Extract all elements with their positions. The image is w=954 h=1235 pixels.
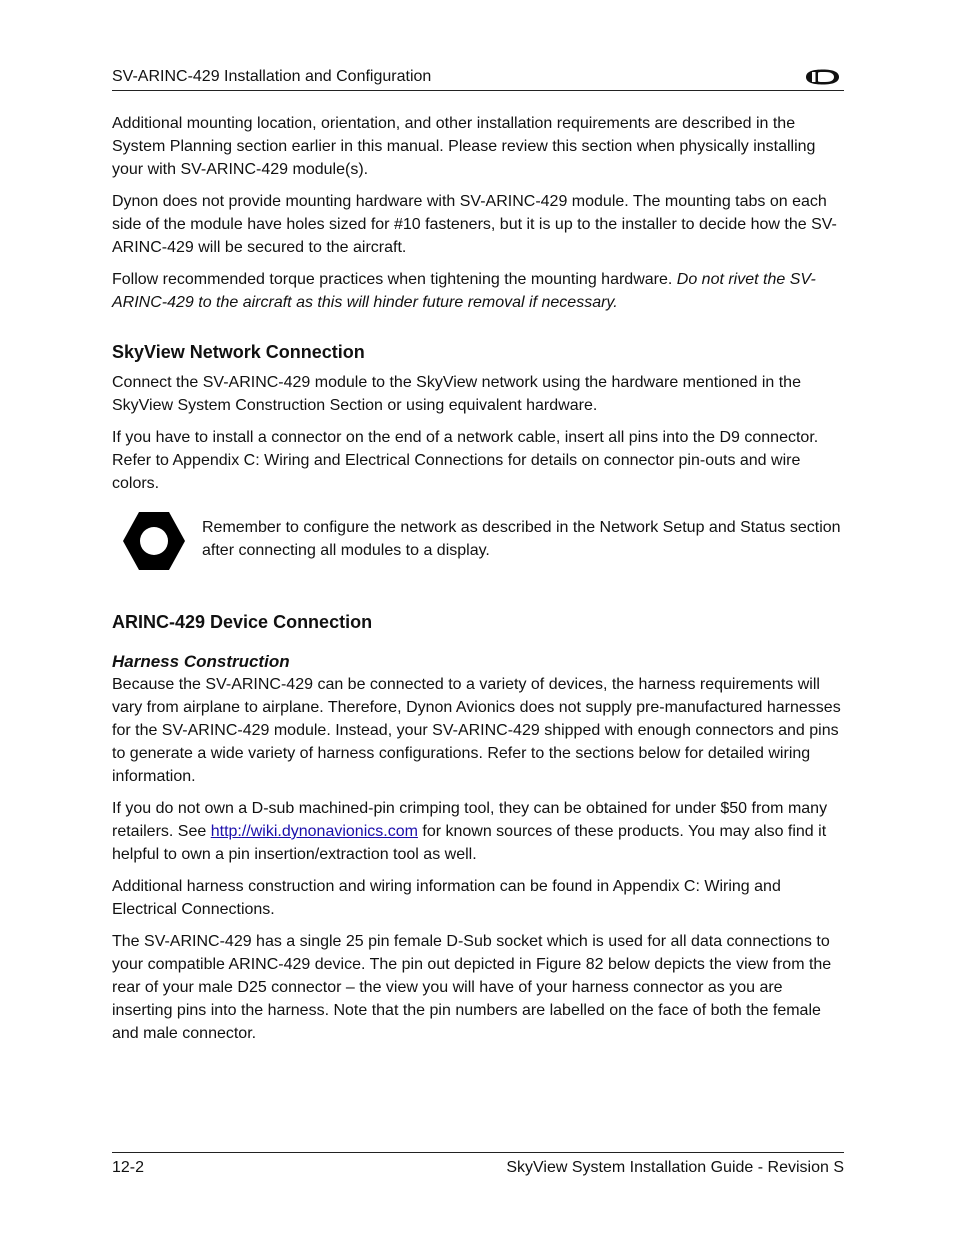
page-header xyxy=(112,66,844,91)
note-text: Remember to configure the network as described in the Network Setup and Status section after connecting all modules to a display. xyxy=(202,519,841,559)
torque-text: Follow recommended torque practices when tightening the mounting hardware. xyxy=(112,271,677,288)
harness-subheading: Harness Construction xyxy=(112,652,290,671)
network-heading: SkyView Network Connection xyxy=(112,342,365,362)
harness-paragraph-3: Additional harness construction and wiring information can be found in Appendix C: Wiring and Electrical Connections. xyxy=(112,878,781,918)
network-paragraph-2: If you have to install a connector on the end of a network cable, insert all pins into the D9 connector. Refer to Appendix C: Wiring and Electrical Connections for details on connector pin-outs and wire colors. xyxy=(112,429,819,492)
rivet-warning: Do not rivet the SV-ARINC-429 to the aircraft as this will hinder future removal if necessary. xyxy=(112,271,816,311)
guide-title: SkyView System Installation Guide - Revision S xyxy=(506,1159,844,1176)
network-note xyxy=(112,511,844,581)
page-number: 12-2 xyxy=(112,1159,145,1176)
intro-paragraph-1: Additional mounting location, orientation, and other installation requirements are described in the System Planning section earlier in this manual. Please review this section when physically installing your with SV-ARINC-429 module(s). xyxy=(112,115,816,178)
harness-paragraph-1: Because the SV-ARINC-429 can be connected to a variety of devices, the harness requirements will vary from airplane to airplane. Therefore, Dynon Avionics does not supply pre-manufactured harnesses for the SV-ARINC-429 module. Instead, your SV-ARINC-429 shipped with enough connectors and pins to generate a wide variety of harness configurations. Refer to the sections below for detailed wiring information. xyxy=(112,676,841,785)
network-paragraph-1: Connect the SV-ARINC-429 module to the SkyView network using the hardware mentioned in the SkyView System Construction Section or using equivalent hardware. xyxy=(112,374,801,414)
wiki-link[interactable]: http://wiki.dynonavionics.com xyxy=(210,823,418,840)
device-heading: ARINC-429 Device Connection xyxy=(112,612,373,632)
crimp-tool-text-end: for known sources of these products. You may also find it helpful to own a pin insertion/extraction tool as well. xyxy=(112,823,827,863)
intro-paragraph-3 xyxy=(112,268,844,314)
hex-nut-icon xyxy=(122,511,186,571)
dynon-logo-icon xyxy=(802,68,842,86)
harness-paragraph-2 xyxy=(112,797,844,866)
header-title: SV-ARINC-429 Installation and Configuration xyxy=(112,68,432,85)
page-content xyxy=(112,112,844,1054)
harness-paragraph-4: The SV-ARINC-429 has a single 25 pin female D-Sub socket which is used for all data connections to your compatible ARINC-429 device. The pin out depicted in Figure 82 below depicts the view from the rear of your male D25 connector – the view you will have of your harness connector as you are inserting pins into the harness. Note that the pin numbers are labelled on the face of both the female and male connector. xyxy=(112,933,832,1042)
intro-paragraph-2: Dynon does not provide mounting hardware with SV-ARINC-429 module. The mounting tabs on each side of the module have holes sized for #10 fasteners, but it is up to the installer to decide how the SV-ARINC-429 will be secured to the aircraft. xyxy=(112,193,837,256)
page-footer xyxy=(112,1152,844,1181)
crimp-tool-text: If you do not own a D-sub machined-pin crimping tool, they can be obtained for under $50 from many retailers. See xyxy=(112,800,828,840)
